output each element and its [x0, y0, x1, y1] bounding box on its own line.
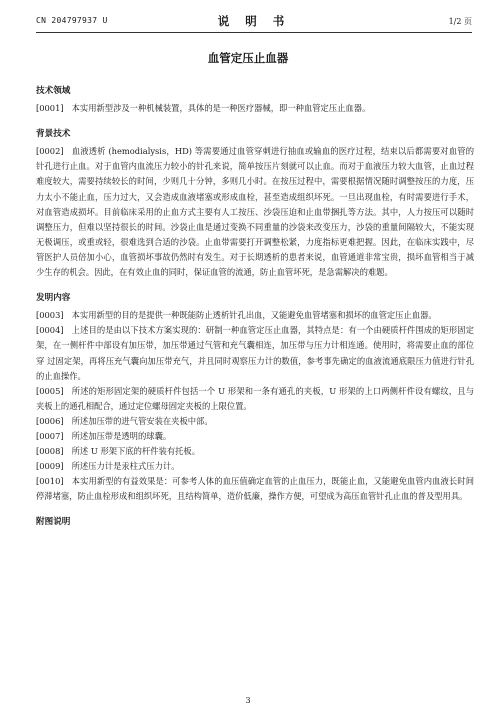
section-heading: 背景技术: [36, 129, 71, 140]
paragraph-number: [0005]: [36, 385, 64, 396]
document-body: [36, 84, 474, 533]
paragraph-number: [0003]: [36, 310, 64, 321]
paragraph-number: [0001]: [36, 103, 64, 114]
paragraph: [36, 414, 474, 429]
page-number: 3: [245, 696, 251, 705]
paragraph-text: 所述的矩形固定架的硬质杆件包括一个 U 形架和一条有通孔的夹板，U 形架的上口两侧杆件设有螺纹，且与夹板上的通孔相配合，通过定位螺母固定夹板的上限位置。: [36, 385, 474, 411]
patent-number: CN 204797937 U: [36, 16, 108, 25]
section-heading: 发明内容: [36, 293, 71, 304]
paragraph-text: 本实用新型的目的是提供一种既能防止透析针孔出血，又能避免血管堵塞和损坏的血管定压止血器。: [71, 310, 437, 321]
paragraph-text: 所述加压带的进气管安装在夹板中部。: [71, 415, 213, 426]
paragraph: [36, 308, 474, 323]
paragraph: [36, 144, 474, 280]
paragraph-number: [0007]: [36, 430, 64, 441]
paragraph: [36, 101, 474, 116]
paragraph: [36, 323, 474, 383]
document-title: 血管定压止血器: [207, 51, 289, 65]
paragraph: [36, 384, 474, 414]
paragraph-text: 所述加压带是透明的球囊。: [71, 430, 172, 441]
paragraph-text: 所述压力计是汞柱式压力计。: [71, 461, 180, 472]
document-type: 说 明 书: [217, 14, 291, 28]
page-header: [36, 12, 472, 33]
paragraph: [36, 444, 474, 459]
paragraph-text: 血液透析 (hemodialysis，HD) 等需要通过血管穿刺进行抽血或输血的医疗过程，结束以后都需要对血管的针孔进行止血。对于血管内血流压力较小的针孔来说，简单按压片刻就可以止血。而对于血液压力较大血管，止血过程难度较大，需要持续较长的时间，少则几十分钟，多则几小时。在按压过程中，需要根据情况随时调整按压的力度，压力太小不能止血，压力过大，又会造成血液堵塞或形成血栓，甚至造成组织坏死。一旦出现血栓，有时需要进行手术，对血管造成损坏。目前临床采用的止血方式主要有人工按压、沙袋压迫和止血带捆扎等方法。其中，人力按压可以随时调整压力，但难以坚持很长的时间。沙袋止血是通过变换不同重量的沙袋来改变压力，沙袋的重量间隔较大，不能实现无极调压，或重或轻，很难选到合适的沙袋。止血带需要打开调整松紧，力度指标更难把握。因此，在临床实践中，尽管医护人员倍加小心，血管损坏事故仍然时有发生。对于长期透析的患者来说，血管通道非常宝贵，损坏血管相当于减少生存的机会。因此，在有效止血的同时，保证血管的流通，防止血管坏死，是急需解决的难题。: [36, 146, 474, 278]
paragraph-number: [0004]: [36, 325, 64, 336]
paragraph-number: [0010]: [36, 476, 64, 487]
paragraph: [36, 429, 474, 444]
section-heading: 附图说明: [36, 517, 71, 528]
paragraph-text: 所述 U 形架下底的杆件装有托板。: [71, 446, 201, 457]
paragraph-number: [0006]: [36, 415, 64, 426]
paragraph-number: [0008]: [36, 446, 64, 457]
paragraph-number: [0009]: [36, 461, 64, 472]
section-heading: 技术领域: [36, 86, 71, 96]
paragraph-number: [0002]: [36, 146, 64, 157]
page-indicator: 1/2 页: [448, 17, 472, 26]
paragraph: [36, 474, 474, 504]
paragraph-text: 上述目的是由以下技术方案实现的：研制一种血管定压止血器，其特点是：有一个由硬质杆件围成的矩形固定架，在一侧杆件中部设有加压带，加压带通过气管和充气囊相连，加压带与压力计相连通。使用时，将需要止血的部位穿 过固定架，再将压充气囊向加压带充气，并且同时观察压力计的数值，参考事先确定的血液流通底限压力值进行针孔的止血操作。: [36, 325, 474, 381]
paragraph-text: 本实用新型涉及一种机械装置，具体的是一种医疗器械，即一种血管定压止血器。: [71, 103, 371, 114]
paragraph-text: 本实用新型的有益效果是：可参考人体的血压值确定血管的止血压力，既能止血，又能避免血管内血液长时间停滞堵塞，防止血栓形成和组织坏死，且结构简单，造价低廉，操作方便，可望成为高压血管针孔止血的普及型用具。: [36, 476, 474, 502]
paragraph: [36, 459, 474, 474]
